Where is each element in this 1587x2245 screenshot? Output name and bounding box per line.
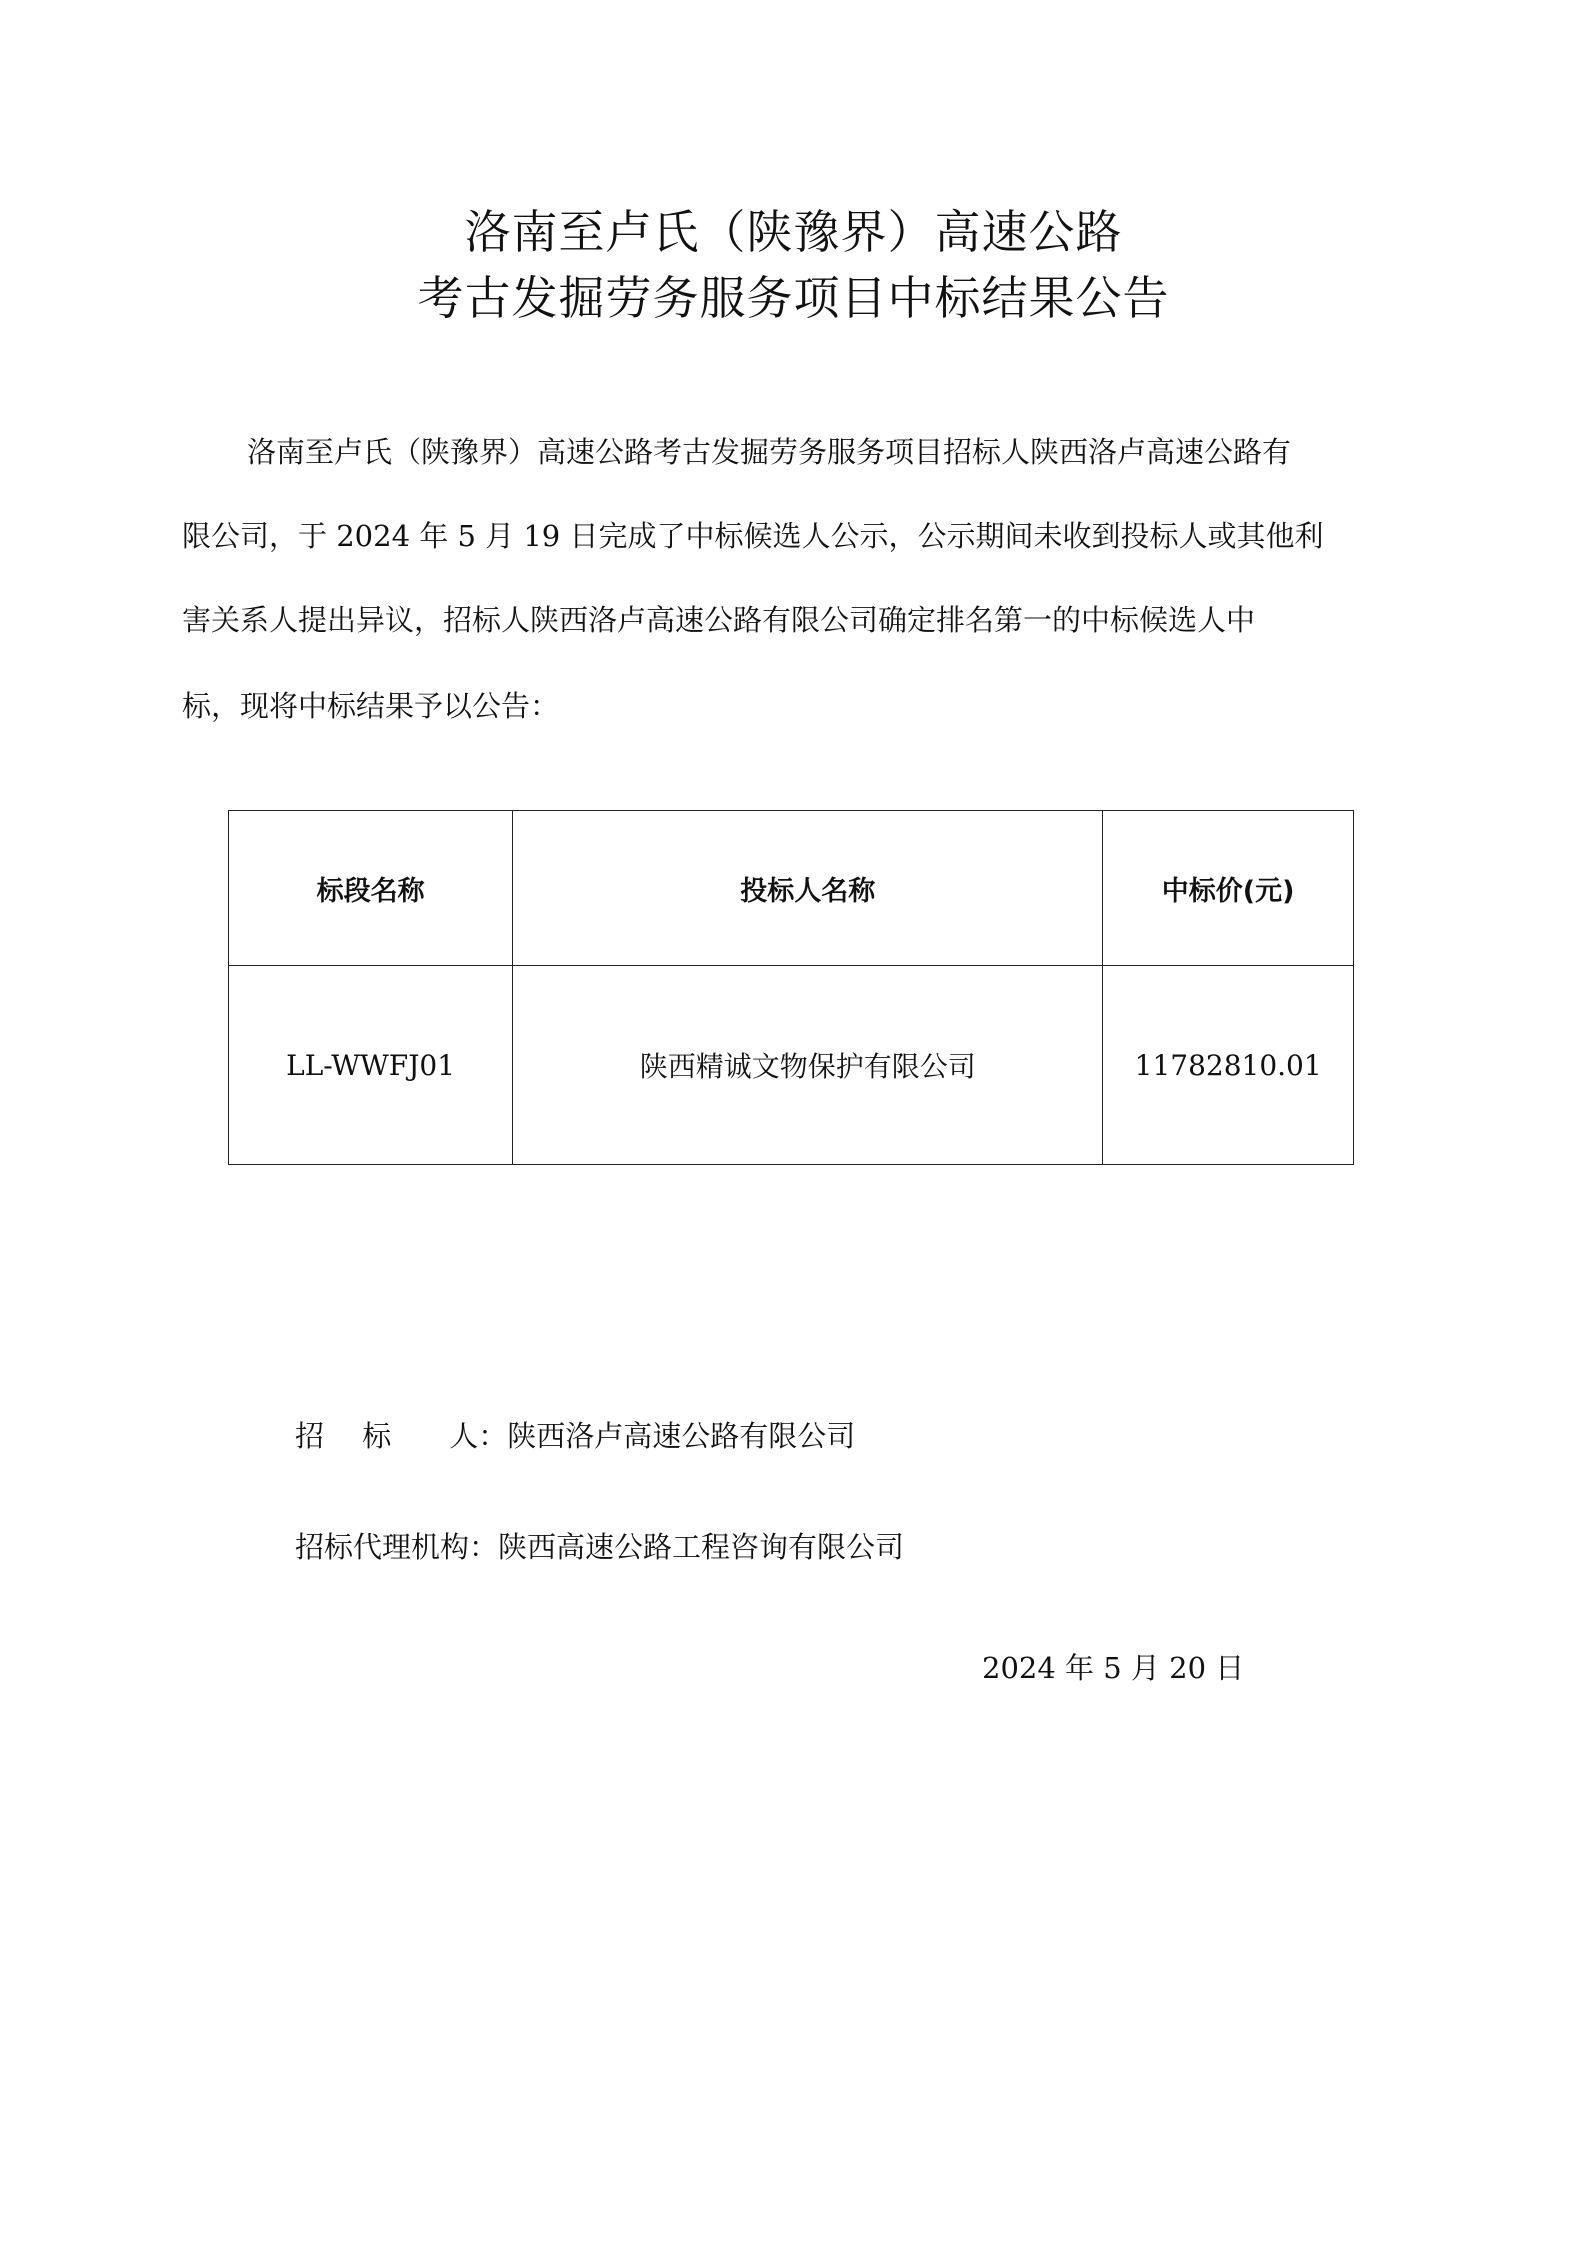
award-result-table (228, 810, 1354, 1165)
header-section-name: 标段名称 (229, 811, 513, 966)
body-paragraph-line: 洛南至卢氏（陕豫界）高速公路考古发掘劳务服务项目招标人陕西洛卢高速公路有 (247, 435, 1292, 469)
body-paragraph-line: 限公司，于 2024 年 5 月 19 日完成了中标候选人公示，公示期间未收到投标人或其他利 (182, 519, 1324, 553)
announcement-date: 2024 年 5 月 20 日 (982, 1651, 1245, 1685)
tenderer-value: 陕西洛卢高速公路有限公司 (507, 1419, 856, 1453)
agency-line (295, 1527, 904, 1567)
agency-value: 陕西高速公路工程咨询有限公司 (498, 1530, 905, 1564)
body-paragraph-line: 标，现将中标结果予以公告： (182, 689, 560, 723)
tenderer-label: 招 标 人： (295, 1419, 508, 1453)
body-paragraph-line: 害关系人提出异议，招标人陕西洛卢高速公路有限公司确定排名第一的中标候选人中 (182, 603, 1256, 637)
page-title-line-1: 洛南至卢氏（陕豫界）高速公路 (464, 205, 1123, 259)
header-bidder-name: 投标人名称 (513, 811, 1103, 966)
agency-label: 招标代理机构： (295, 1530, 499, 1564)
page-title-line-2: 考古发掘劳务服务项目中标结果公告 (417, 271, 1170, 325)
cell-bid-price: 11782810.01 (1103, 966, 1354, 1165)
header-bid-price: 中标价(元) (1103, 811, 1354, 966)
table-row (229, 966, 1354, 1165)
tenderer-line (295, 1416, 855, 1456)
table-header-row (229, 811, 1354, 966)
cell-section-name: LL-WWFJ01 (229, 966, 513, 1165)
cell-bidder-name: 陕西精诚文物保护有限公司 (513, 966, 1103, 1165)
